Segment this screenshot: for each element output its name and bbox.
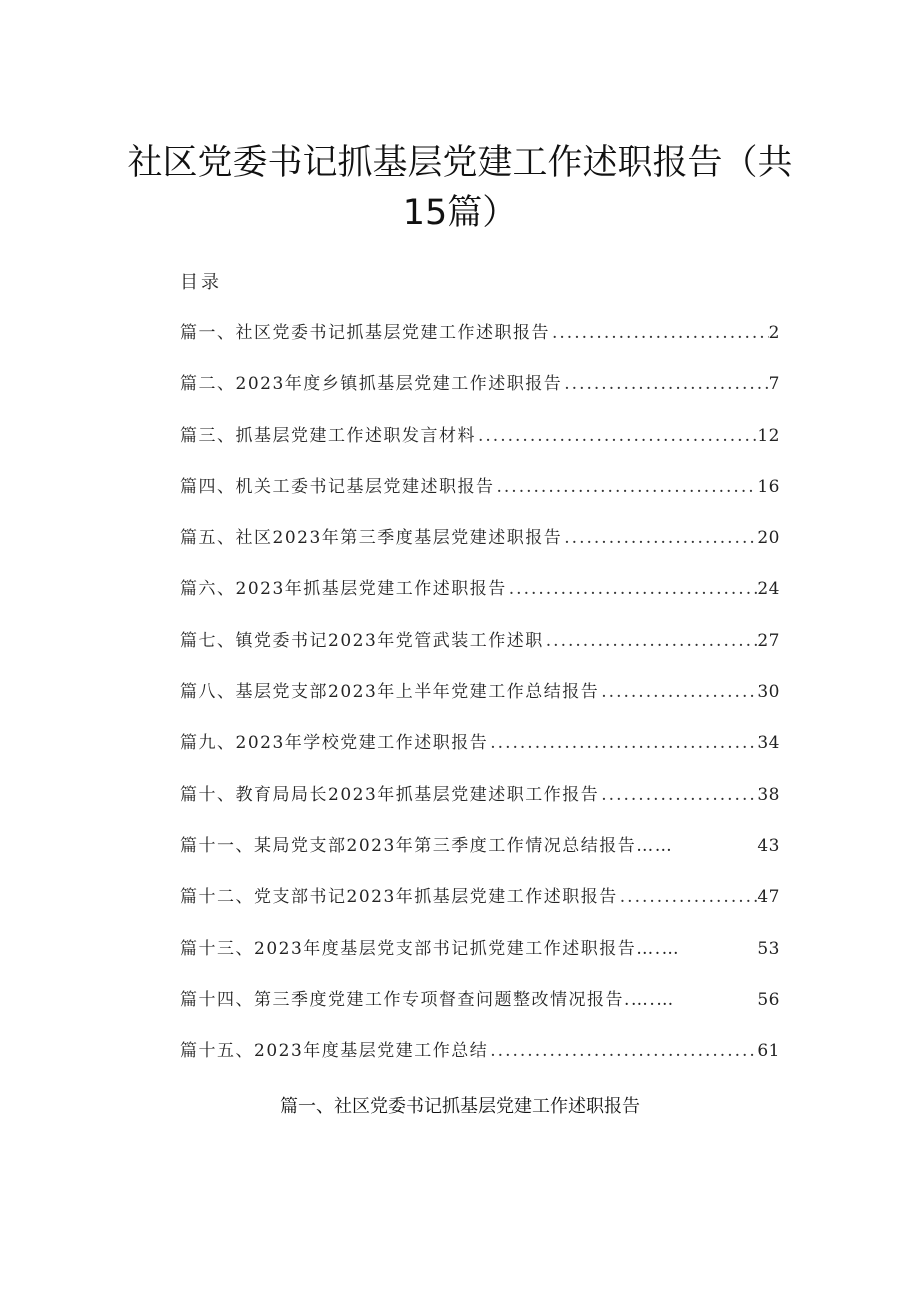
toc-entry-label: 篇十二、党支部书记2023年抓基层党建工作述职报告	[180, 887, 618, 908]
toc-entry[interactable]	[180, 575, 780, 626]
toc-entry-page-number: 47	[757, 887, 780, 908]
toc-entry-label: 篇八、基层党支部2023年上半年党建工作总结报告	[180, 682, 600, 703]
toc-entry-page-number: 43	[757, 835, 780, 856]
toc-entry[interactable]	[180, 986, 780, 1037]
toc-entry[interactable]	[180, 935, 780, 986]
toc-entry-label: 篇十三、2023年度基层党支部书记抓党建工作述职报告….…	[180, 938, 681, 959]
toc-entry[interactable]	[180, 370, 780, 421]
table-of-contents	[180, 319, 780, 1088]
toc-entry-page-number: 20	[757, 528, 780, 549]
toc-entry[interactable]	[180, 678, 780, 729]
document-title	[120, 138, 800, 238]
toc-entry-label: 篇十、教育局局长2023年抓基层党建述职工作报告	[180, 784, 600, 805]
toc-entry[interactable]	[180, 524, 780, 575]
toc-entry-label: 篇一、社区党委书记抓基层党建工作述职报告	[180, 323, 550, 343]
toc-entry[interactable]	[180, 781, 780, 832]
toc-dot-leader	[488, 729, 757, 757]
document-title-line-1: 社区党委书记抓基层党建工作述职报告（共	[127, 143, 793, 183]
toc-entry-label: 篇三、抓基层党建工作述职发言材料	[180, 425, 476, 446]
toc-heading: 目录	[180, 272, 222, 293]
toc-dot-leader	[562, 524, 757, 552]
toc-entry[interactable]	[180, 422, 780, 473]
toc-dot-leader	[476, 422, 757, 450]
section-title: 篇一、社区党委书记抓基层党建工作述职报告	[280, 1096, 640, 1117]
toc-entry-label: 篇十一、某局党支部2023年第三季度工作情况总结报告……	[180, 835, 674, 856]
toc-entry-label: 篇六、2023年抓基层党建工作述职报告	[180, 579, 507, 600]
document-title-line-2: 15篇）	[402, 193, 518, 233]
toc-entry[interactable]	[180, 1037, 780, 1088]
toc-entry-page-number: 16	[757, 476, 780, 497]
toc-dot-leader	[618, 883, 758, 911]
toc-entry-label: 篇五、社区2023年第三季度基层党建述职报告	[180, 528, 563, 549]
toc-dot-leader	[599, 678, 757, 706]
toc-entry[interactable]	[180, 473, 780, 524]
toc-entry-page-number: 38	[757, 784, 780, 805]
toc-entry-page-number: 61	[757, 1041, 780, 1062]
toc-entry-page-number: 7	[768, 374, 780, 395]
toc-entry-page-number: 56	[757, 989, 780, 1010]
toc-entry-page-number: 2	[768, 323, 780, 343]
toc-dot-leader	[562, 370, 768, 398]
toc-entry-page-number: 12	[757, 425, 780, 446]
toc-entry-label: 篇二、2023年度乡镇抓基层党建工作述职报告	[180, 374, 563, 395]
toc-dot-leader	[544, 627, 758, 655]
toc-dot-leader	[488, 1037, 757, 1065]
toc-entry-page-number: 53	[757, 938, 780, 959]
toc-entry-label: 篇十五、2023年度基层党建工作总结	[180, 1041, 489, 1062]
toc-dot-leader	[495, 473, 758, 501]
toc-entry[interactable]	[180, 319, 780, 370]
toc-entry[interactable]	[180, 832, 780, 883]
toc-entry[interactable]	[180, 729, 780, 780]
toc-dot-leader	[599, 781, 757, 809]
toc-entry-page-number: 34	[757, 733, 780, 754]
toc-entry-label: 篇四、机关工委书记基层党建述职报告	[180, 476, 495, 497]
toc-entry-page-number: 27	[757, 630, 780, 651]
toc-entry-label: 篇十四、第三季度党建工作专项督查问题整改情况报告.….…	[180, 989, 675, 1010]
toc-entry-label: 篇九、2023年学校党建工作述职报告	[180, 733, 489, 754]
toc-dot-leader	[507, 575, 758, 603]
toc-dot-leader	[550, 319, 769, 347]
toc-entry-page-number: 30	[757, 682, 780, 703]
toc-entry-label: 篇七、镇党委书记2023年党管武装工作述职	[180, 630, 544, 651]
toc-entry[interactable]	[180, 883, 780, 934]
toc-entry[interactable]	[180, 627, 780, 678]
toc-entry-page-number: 24	[757, 579, 780, 600]
